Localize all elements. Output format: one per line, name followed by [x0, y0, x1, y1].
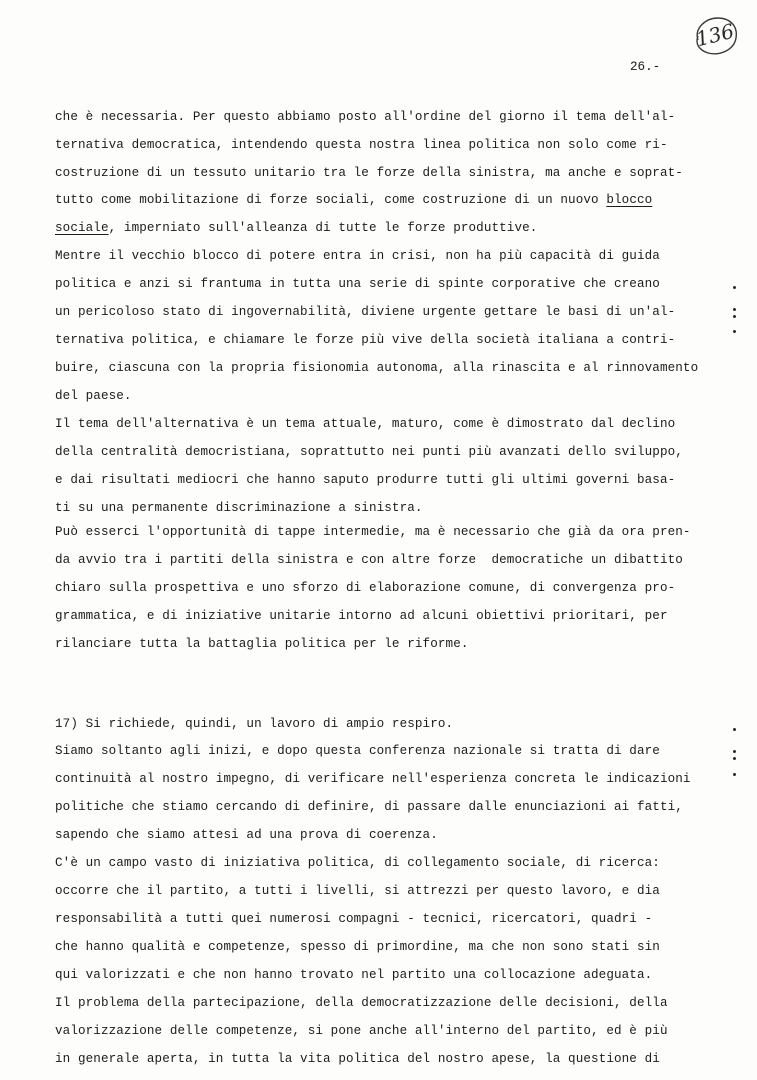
text-line: Mentre il vecchio blocco di potere entra in crisi, non ha più capacità di guida	[55, 249, 660, 263]
text-line: da avvio tra i partiti della sinistra e con altre forze democratiche un dibattito	[55, 553, 683, 567]
text-line: continuità al nostro impegno, di verificare nell'esperienza concreta le indicazioni	[55, 772, 691, 786]
text-line: rilanciare tutta la battaglia politica per le riforme.	[55, 637, 469, 651]
margin-dot	[733, 728, 736, 731]
handwritten-page-mark	[690, 14, 740, 58]
text-line: Il tema dell'alternativa è un tema attuale, maturo, come è dimostrato dal declino	[55, 417, 676, 431]
text-line: Il problema della partecipazione, della democratizzazione delle decisioni, della	[55, 996, 668, 1010]
text-line: ternativa democratica, intendendo questa nostra linea politica non solo come ri-	[55, 138, 668, 152]
text-line: valorizzazione delle competenze, si pone anche all'interno del partito, ed è più	[55, 1024, 668, 1038]
page-number: 26.-	[630, 60, 661, 74]
underlined-text: sociale	[55, 221, 109, 235]
text-line: ternativa politica, e chiamare le forze più vive della società italiana a contri-	[55, 333, 676, 347]
text-line: politica e anzi si frantuma in tutta una serie di spinte corporative che creano	[55, 277, 660, 291]
text-line: in generale aperta, in tutta la vita politica del nostro apese, la questione di	[55, 1052, 660, 1066]
text-line: un pericoloso stato di ingovernabilità, diviene urgente gettare le basi di un'al-	[55, 305, 676, 319]
text-line: costruzione di un tessuto unitario tra le forze della sinistra, ma anche e soprat-	[55, 166, 683, 180]
text-line: grammatica, e di iniziative unitarie intorno ad alcuni obiettivi prioritari, per	[55, 609, 668, 623]
text-line: del paese.	[55, 389, 132, 403]
margin-dot	[733, 330, 736, 333]
text-segment: , imperniato sull'alleanza di tutte le forze produttive.	[108, 221, 538, 235]
text-line: e dai risultati mediocri che hanno saputo produrre tutti gli ultimi governi basa-	[55, 473, 676, 487]
text-segment: tutto come mobilitazione di forze sociali, come costruzione di un nuovo	[55, 193, 607, 207]
text-line: qui valorizzati e che non hanno trovato nel partito una collocazione adeguata.	[55, 968, 653, 982]
handwritten-number: 136	[693, 18, 737, 52]
text-line: Può esserci l'opportunità di tappe intermedie, ma è necessario che già da ora pren-	[55, 525, 691, 539]
underlined-text: blocco	[606, 193, 653, 207]
section-heading: 17) Si richiede, quindi, un lavoro di ampio respiro.	[55, 717, 454, 731]
margin-dot	[733, 308, 736, 311]
text-line: che è necessaria. Per questo abbiamo posto all'ordine del giorno il tema dell'al-	[55, 110, 676, 124]
text-line: C'è un campo vasto di iniziativa politica, di collegamento sociale, di ricerca:	[55, 856, 660, 870]
margin-dot	[733, 286, 736, 289]
margin-dot	[733, 315, 736, 318]
margin-dot	[733, 773, 736, 776]
text-line: Siamo soltanto agli inizi, e dopo questa conferenza nazionale si tratta di dare	[55, 744, 660, 758]
text-line: buire, ciascuna con la propria fisionomia autonoma, alla rinascita e al rinnovamento	[55, 361, 699, 375]
text-line	[55, 193, 652, 207]
text-line: che hanno qualità e competenze, spesso di primordine, ma che non sono stati sin	[55, 940, 660, 954]
margin-dot	[733, 757, 736, 760]
text-line: occorre che il partito, a tutti i livelli, si attrezzi per questo lavoro, e dia	[55, 884, 660, 898]
margin-dot	[733, 750, 736, 753]
text-line: della centralità democristiana, soprattutto nei punti più avanzati dello sviluppo,	[55, 445, 683, 459]
text-line: responsabilità a tutti quei numerosi compagni - tecnici, ricercatori, quadri -	[55, 912, 653, 926]
text-line	[55, 221, 537, 235]
text-line: politiche che stiamo cercando di definire, di passare dalle enunciazioni ai fatti,	[55, 800, 683, 814]
text-line: sapendo che siamo attesi ad una prova di coerenza.	[55, 828, 438, 842]
text-line: ti su una permanente discriminazione a sinistra.	[55, 501, 423, 515]
text-line: chiaro sulla prospettiva e uno sforzo di elaborazione comune, di convergenza pro-	[55, 581, 676, 595]
